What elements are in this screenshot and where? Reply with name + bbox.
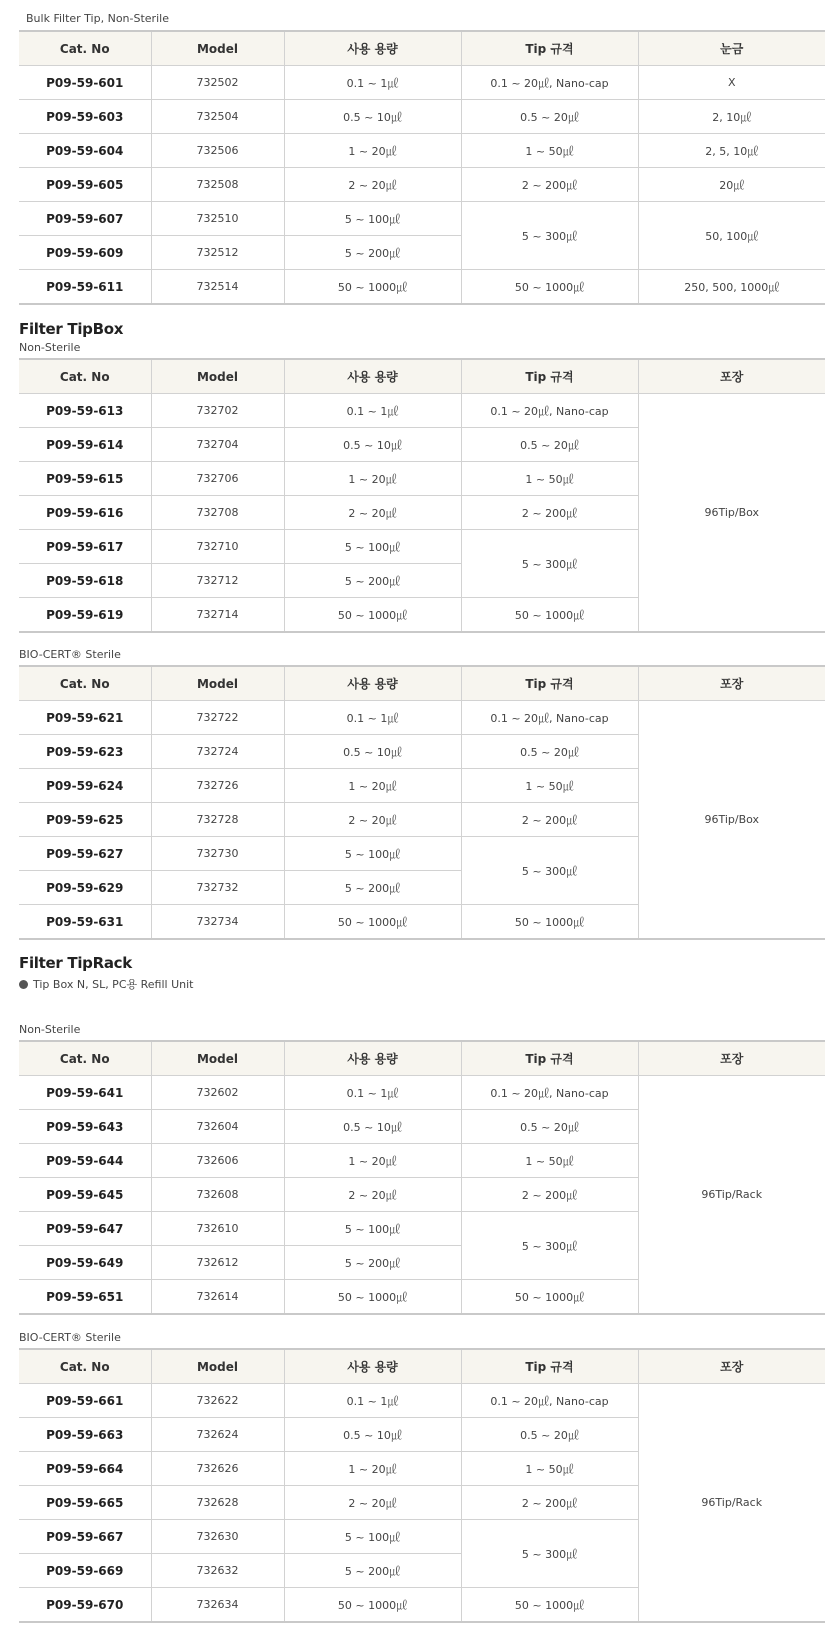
cat-no-cell: P09-59-663 <box>19 1418 151 1452</box>
header-cat-no: Cat. No <box>19 1041 151 1076</box>
model-cell: 732506 <box>151 134 284 168</box>
model-cell: 732712 <box>151 564 284 598</box>
model-cell: 732512 <box>151 236 284 270</box>
model-cell: 732626 <box>151 1452 284 1486</box>
cat-no-cell: P09-59-615 <box>19 462 151 496</box>
section-title-tiprack: Filter TipRack <box>19 954 132 972</box>
cat-no-cell: P09-59-649 <box>19 1246 151 1280</box>
volume-cell: 50 ~ 1000㎕ <box>284 1588 461 1623</box>
cat-no-cell: P09-59-670 <box>19 1588 151 1623</box>
header-volume: 사용 용량 <box>284 666 461 701</box>
cat-no-cell: P09-59-613 <box>19 394 151 428</box>
graduation-cell: 50, 100㎕ <box>638 202 825 270</box>
tip-spec-cell: 5 ~ 300㎕ <box>461 530 638 598</box>
header-cat-no: Cat. No <box>19 666 151 701</box>
cat-no-cell: P09-59-629 <box>19 871 151 905</box>
header-packing: 포장 <box>638 359 825 394</box>
header-tip-spec: Tip 규격 <box>461 666 638 701</box>
model-cell: 732510 <box>151 202 284 236</box>
model-cell: 732624 <box>151 1418 284 1452</box>
cat-no-cell: P09-59-641 <box>19 1076 151 1110</box>
header-volume: 사용 용량 <box>284 1349 461 1384</box>
header-volume: 사용 용량 <box>284 359 461 394</box>
cat-no-cell: P09-59-647 <box>19 1212 151 1246</box>
graduation-cell: 250, 500, 1000㎕ <box>638 270 825 305</box>
model-cell: 732608 <box>151 1178 284 1212</box>
cat-no-cell: P09-59-631 <box>19 905 151 940</box>
volume-cell: 5 ~ 100㎕ <box>284 202 461 236</box>
table-row <box>19 1076 825 1110</box>
model-cell: 732704 <box>151 428 284 462</box>
volume-cell: 2 ~ 20㎕ <box>284 1486 461 1520</box>
cat-no-cell: P09-59-661 <box>19 1384 151 1418</box>
tip-spec-cell: 0.5 ~ 20㎕ <box>461 428 638 462</box>
cat-no-cell: P09-59-623 <box>19 735 151 769</box>
volume-cell: 2 ~ 20㎕ <box>284 168 461 202</box>
tip-spec-cell: 50 ~ 1000㎕ <box>461 1588 638 1623</box>
tiprack-note <box>19 976 193 992</box>
tip-spec-cell: 1 ~ 50㎕ <box>461 1452 638 1486</box>
cat-no-cell: P09-59-607 <box>19 202 151 236</box>
header-model: Model <box>151 31 284 66</box>
tip-spec-cell: 50 ~ 1000㎕ <box>461 1280 638 1315</box>
header-packing: 포장 <box>638 1041 825 1076</box>
volume-cell: 5 ~ 200㎕ <box>284 236 461 270</box>
bulk-filter-tip-table <box>19 30 825 305</box>
tip-spec-cell: 1 ~ 50㎕ <box>461 769 638 803</box>
tip-spec-cell: 50 ~ 1000㎕ <box>461 598 638 633</box>
model-cell: 732634 <box>151 1588 284 1623</box>
cat-no-cell: P09-59-604 <box>19 134 151 168</box>
model-cell: 732610 <box>151 1212 284 1246</box>
model-cell: 732732 <box>151 871 284 905</box>
tip-spec-cell: 2 ~ 200㎕ <box>461 496 638 530</box>
tip-spec-cell: 0.1 ~ 20㎕, Nano-cap <box>461 1384 638 1418</box>
graduation-cell: 2, 5, 10㎕ <box>638 134 825 168</box>
header-tip-spec: Tip 규격 <box>461 1349 638 1384</box>
cat-no-cell: P09-59-624 <box>19 769 151 803</box>
volume-cell: 1 ~ 20㎕ <box>284 1452 461 1486</box>
tipbox-nonsterile-table <box>19 358 825 633</box>
volume-cell: 1 ~ 20㎕ <box>284 134 461 168</box>
cat-no-cell: P09-59-601 <box>19 66 151 100</box>
header-cat-no: Cat. No <box>19 1349 151 1384</box>
tipbox-sterile-table <box>19 665 825 940</box>
section-label-tipbox-sterile: BIO-CERT® Sterile <box>19 648 121 661</box>
graduation-cell: X <box>638 66 825 100</box>
volume-cell: 5 ~ 100㎕ <box>284 530 461 564</box>
cat-no-cell: P09-59-605 <box>19 168 151 202</box>
volume-cell: 2 ~ 20㎕ <box>284 803 461 837</box>
table-row <box>19 134 825 168</box>
model-cell: 732728 <box>151 803 284 837</box>
tip-spec-cell: 0.5 ~ 20㎕ <box>461 1110 638 1144</box>
volume-cell: 50 ~ 1000㎕ <box>284 270 461 305</box>
tiprack-note-text: Tip Box N, SL, PC용 Refill Unit <box>33 978 194 991</box>
volume-cell: 5 ~ 100㎕ <box>284 1212 461 1246</box>
header-cat-no: Cat. No <box>19 31 151 66</box>
header-packing: 포장 <box>638 666 825 701</box>
packing-cell: 96Tip/Box <box>638 701 825 940</box>
table-row <box>19 701 825 735</box>
table-row <box>19 100 825 134</box>
tip-spec-cell: 0.5 ~ 20㎕ <box>461 100 638 134</box>
model-cell: 732628 <box>151 1486 284 1520</box>
packing-cell: 96Tip/Rack <box>638 1384 825 1623</box>
volume-cell: 5 ~ 200㎕ <box>284 1246 461 1280</box>
volume-cell: 0.1 ~ 1㎕ <box>284 701 461 735</box>
model-cell: 732502 <box>151 66 284 100</box>
cat-no-cell: P09-59-618 <box>19 564 151 598</box>
header-tip-spec: Tip 규격 <box>461 31 638 66</box>
tip-spec-cell: 50 ~ 1000㎕ <box>461 270 638 305</box>
header-packing: 포장 <box>638 1349 825 1384</box>
packing-cell: 96Tip/Rack <box>638 1076 825 1315</box>
volume-cell: 2 ~ 20㎕ <box>284 496 461 530</box>
model-cell: 732514 <box>151 270 284 305</box>
table-row <box>19 66 825 100</box>
volume-cell: 5 ~ 100㎕ <box>284 837 461 871</box>
volume-cell: 0.5 ~ 10㎕ <box>284 1110 461 1144</box>
header-row <box>19 666 825 701</box>
cat-no-cell: P09-59-645 <box>19 1178 151 1212</box>
section-label-tiprack-nonsterile: Non-Sterile <box>19 1023 81 1036</box>
graduation-cell: 20㎕ <box>638 168 825 202</box>
model-cell: 732702 <box>151 394 284 428</box>
header-row <box>19 1349 825 1384</box>
tiprack-sterile-table <box>19 1348 825 1623</box>
model-cell: 732714 <box>151 598 284 633</box>
model-cell: 732508 <box>151 168 284 202</box>
model-cell: 732722 <box>151 701 284 735</box>
volume-cell: 0.1 ~ 1㎕ <box>284 66 461 100</box>
model-cell: 732612 <box>151 1246 284 1280</box>
tip-spec-cell: 2 ~ 200㎕ <box>461 1486 638 1520</box>
table-row <box>19 168 825 202</box>
model-cell: 732734 <box>151 905 284 940</box>
section-label-tiprack-sterile: BIO-CERT® Sterile <box>19 1331 121 1344</box>
tip-spec-cell: 0.1 ~ 20㎕, Nano-cap <box>461 1076 638 1110</box>
volume-cell: 0.5 ~ 10㎕ <box>284 100 461 134</box>
volume-cell: 5 ~ 200㎕ <box>284 1554 461 1588</box>
cat-no-cell: P09-59-667 <box>19 1520 151 1554</box>
volume-cell: 0.1 ~ 1㎕ <box>284 1384 461 1418</box>
cat-no-cell: P09-59-603 <box>19 100 151 134</box>
volume-cell: 50 ~ 1000㎕ <box>284 598 461 633</box>
tip-spec-cell: 5 ~ 300㎕ <box>461 1212 638 1280</box>
tip-spec-cell: 2 ~ 200㎕ <box>461 1178 638 1212</box>
model-cell: 732726 <box>151 769 284 803</box>
graduation-cell: 2, 10㎕ <box>638 100 825 134</box>
model-cell: 732706 <box>151 462 284 496</box>
header-model: Model <box>151 359 284 394</box>
section-title-tipbox: Filter TipBox <box>19 320 124 338</box>
tip-spec-cell: 0.1 ~ 20㎕, Nano-cap <box>461 394 638 428</box>
header-row <box>19 1041 825 1076</box>
header-volume: 사용 용량 <box>284 31 461 66</box>
tip-spec-cell: 2 ~ 200㎕ <box>461 168 638 202</box>
cat-no-cell: P09-59-609 <box>19 236 151 270</box>
model-cell: 732622 <box>151 1384 284 1418</box>
table-row <box>19 1384 825 1418</box>
model-cell: 732730 <box>151 837 284 871</box>
packing-cell: 96Tip/Box <box>638 394 825 633</box>
cat-no-cell: P09-59-627 <box>19 837 151 871</box>
model-cell: 732602 <box>151 1076 284 1110</box>
table-row <box>19 202 825 236</box>
cat-no-cell: P09-59-617 <box>19 530 151 564</box>
model-cell: 732710 <box>151 530 284 564</box>
cat-no-cell: P09-59-643 <box>19 1110 151 1144</box>
volume-cell: 5 ~ 200㎕ <box>284 871 461 905</box>
cat-no-cell: P09-59-621 <box>19 701 151 735</box>
model-cell: 732632 <box>151 1554 284 1588</box>
model-cell: 732504 <box>151 100 284 134</box>
tip-spec-cell: 5 ~ 300㎕ <box>461 202 638 270</box>
header-model: Model <box>151 1349 284 1384</box>
model-cell: 732614 <box>151 1280 284 1315</box>
volume-cell: 2 ~ 20㎕ <box>284 1178 461 1212</box>
volume-cell: 0.5 ~ 10㎕ <box>284 428 461 462</box>
tip-spec-cell: 50 ~ 1000㎕ <box>461 905 638 940</box>
tiprack-nonsterile-table <box>19 1040 825 1315</box>
model-cell: 732604 <box>151 1110 284 1144</box>
bullet-icon <box>19 980 28 989</box>
volume-cell: 5 ~ 100㎕ <box>284 1520 461 1554</box>
header-row <box>19 359 825 394</box>
tip-spec-cell: 0.5 ~ 20㎕ <box>461 735 638 769</box>
section-label-tipbox-nonsterile: Non-Sterile <box>19 341 81 354</box>
cat-no-cell: P09-59-651 <box>19 1280 151 1315</box>
cat-no-cell: P09-59-669 <box>19 1554 151 1588</box>
volume-cell: 1 ~ 20㎕ <box>284 462 461 496</box>
volume-cell: 0.1 ~ 1㎕ <box>284 1076 461 1110</box>
cat-no-cell: P09-59-664 <box>19 1452 151 1486</box>
table-row <box>19 270 825 305</box>
tip-spec-cell: 5 ~ 300㎕ <box>461 1520 638 1588</box>
cat-no-cell: P09-59-611 <box>19 270 151 305</box>
volume-cell: 50 ~ 1000㎕ <box>284 905 461 940</box>
tip-spec-cell: 0.1 ~ 20㎕, Nano-cap <box>461 66 638 100</box>
cat-no-cell: P09-59-644 <box>19 1144 151 1178</box>
header-volume: 사용 용량 <box>284 1041 461 1076</box>
model-cell: 732708 <box>151 496 284 530</box>
cat-no-cell: P09-59-665 <box>19 1486 151 1520</box>
table-row <box>19 394 825 428</box>
header-row <box>19 31 825 66</box>
volume-cell: 50 ~ 1000㎕ <box>284 1280 461 1315</box>
header-tip-spec: Tip 규격 <box>461 1041 638 1076</box>
cat-no-cell: P09-59-614 <box>19 428 151 462</box>
header-tip-spec: Tip 규격 <box>461 359 638 394</box>
model-cell: 732606 <box>151 1144 284 1178</box>
header-graduation: 눈금 <box>638 31 825 66</box>
volume-cell: 1 ~ 20㎕ <box>284 1144 461 1178</box>
header-model: Model <box>151 1041 284 1076</box>
cat-no-cell: P09-59-619 <box>19 598 151 633</box>
model-cell: 732630 <box>151 1520 284 1554</box>
tip-spec-cell: 2 ~ 200㎕ <box>461 803 638 837</box>
cat-no-cell: P09-59-625 <box>19 803 151 837</box>
volume-cell: 1 ~ 20㎕ <box>284 769 461 803</box>
header-cat-no: Cat. No <box>19 359 151 394</box>
section-label-bulk: Bulk Filter Tip, Non-Sterile <box>26 12 169 25</box>
tip-spec-cell: 1 ~ 50㎕ <box>461 134 638 168</box>
cat-no-cell: P09-59-616 <box>19 496 151 530</box>
tip-spec-cell: 0.5 ~ 20㎕ <box>461 1418 638 1452</box>
tip-spec-cell: 0.1 ~ 20㎕, Nano-cap <box>461 701 638 735</box>
volume-cell: 0.5 ~ 10㎕ <box>284 1418 461 1452</box>
model-cell: 732724 <box>151 735 284 769</box>
header-model: Model <box>151 666 284 701</box>
volume-cell: 0.5 ~ 10㎕ <box>284 735 461 769</box>
volume-cell: 0.1 ~ 1㎕ <box>284 394 461 428</box>
tip-spec-cell: 5 ~ 300㎕ <box>461 837 638 905</box>
volume-cell: 5 ~ 200㎕ <box>284 564 461 598</box>
tip-spec-cell: 1 ~ 50㎕ <box>461 462 638 496</box>
tip-spec-cell: 1 ~ 50㎕ <box>461 1144 638 1178</box>
